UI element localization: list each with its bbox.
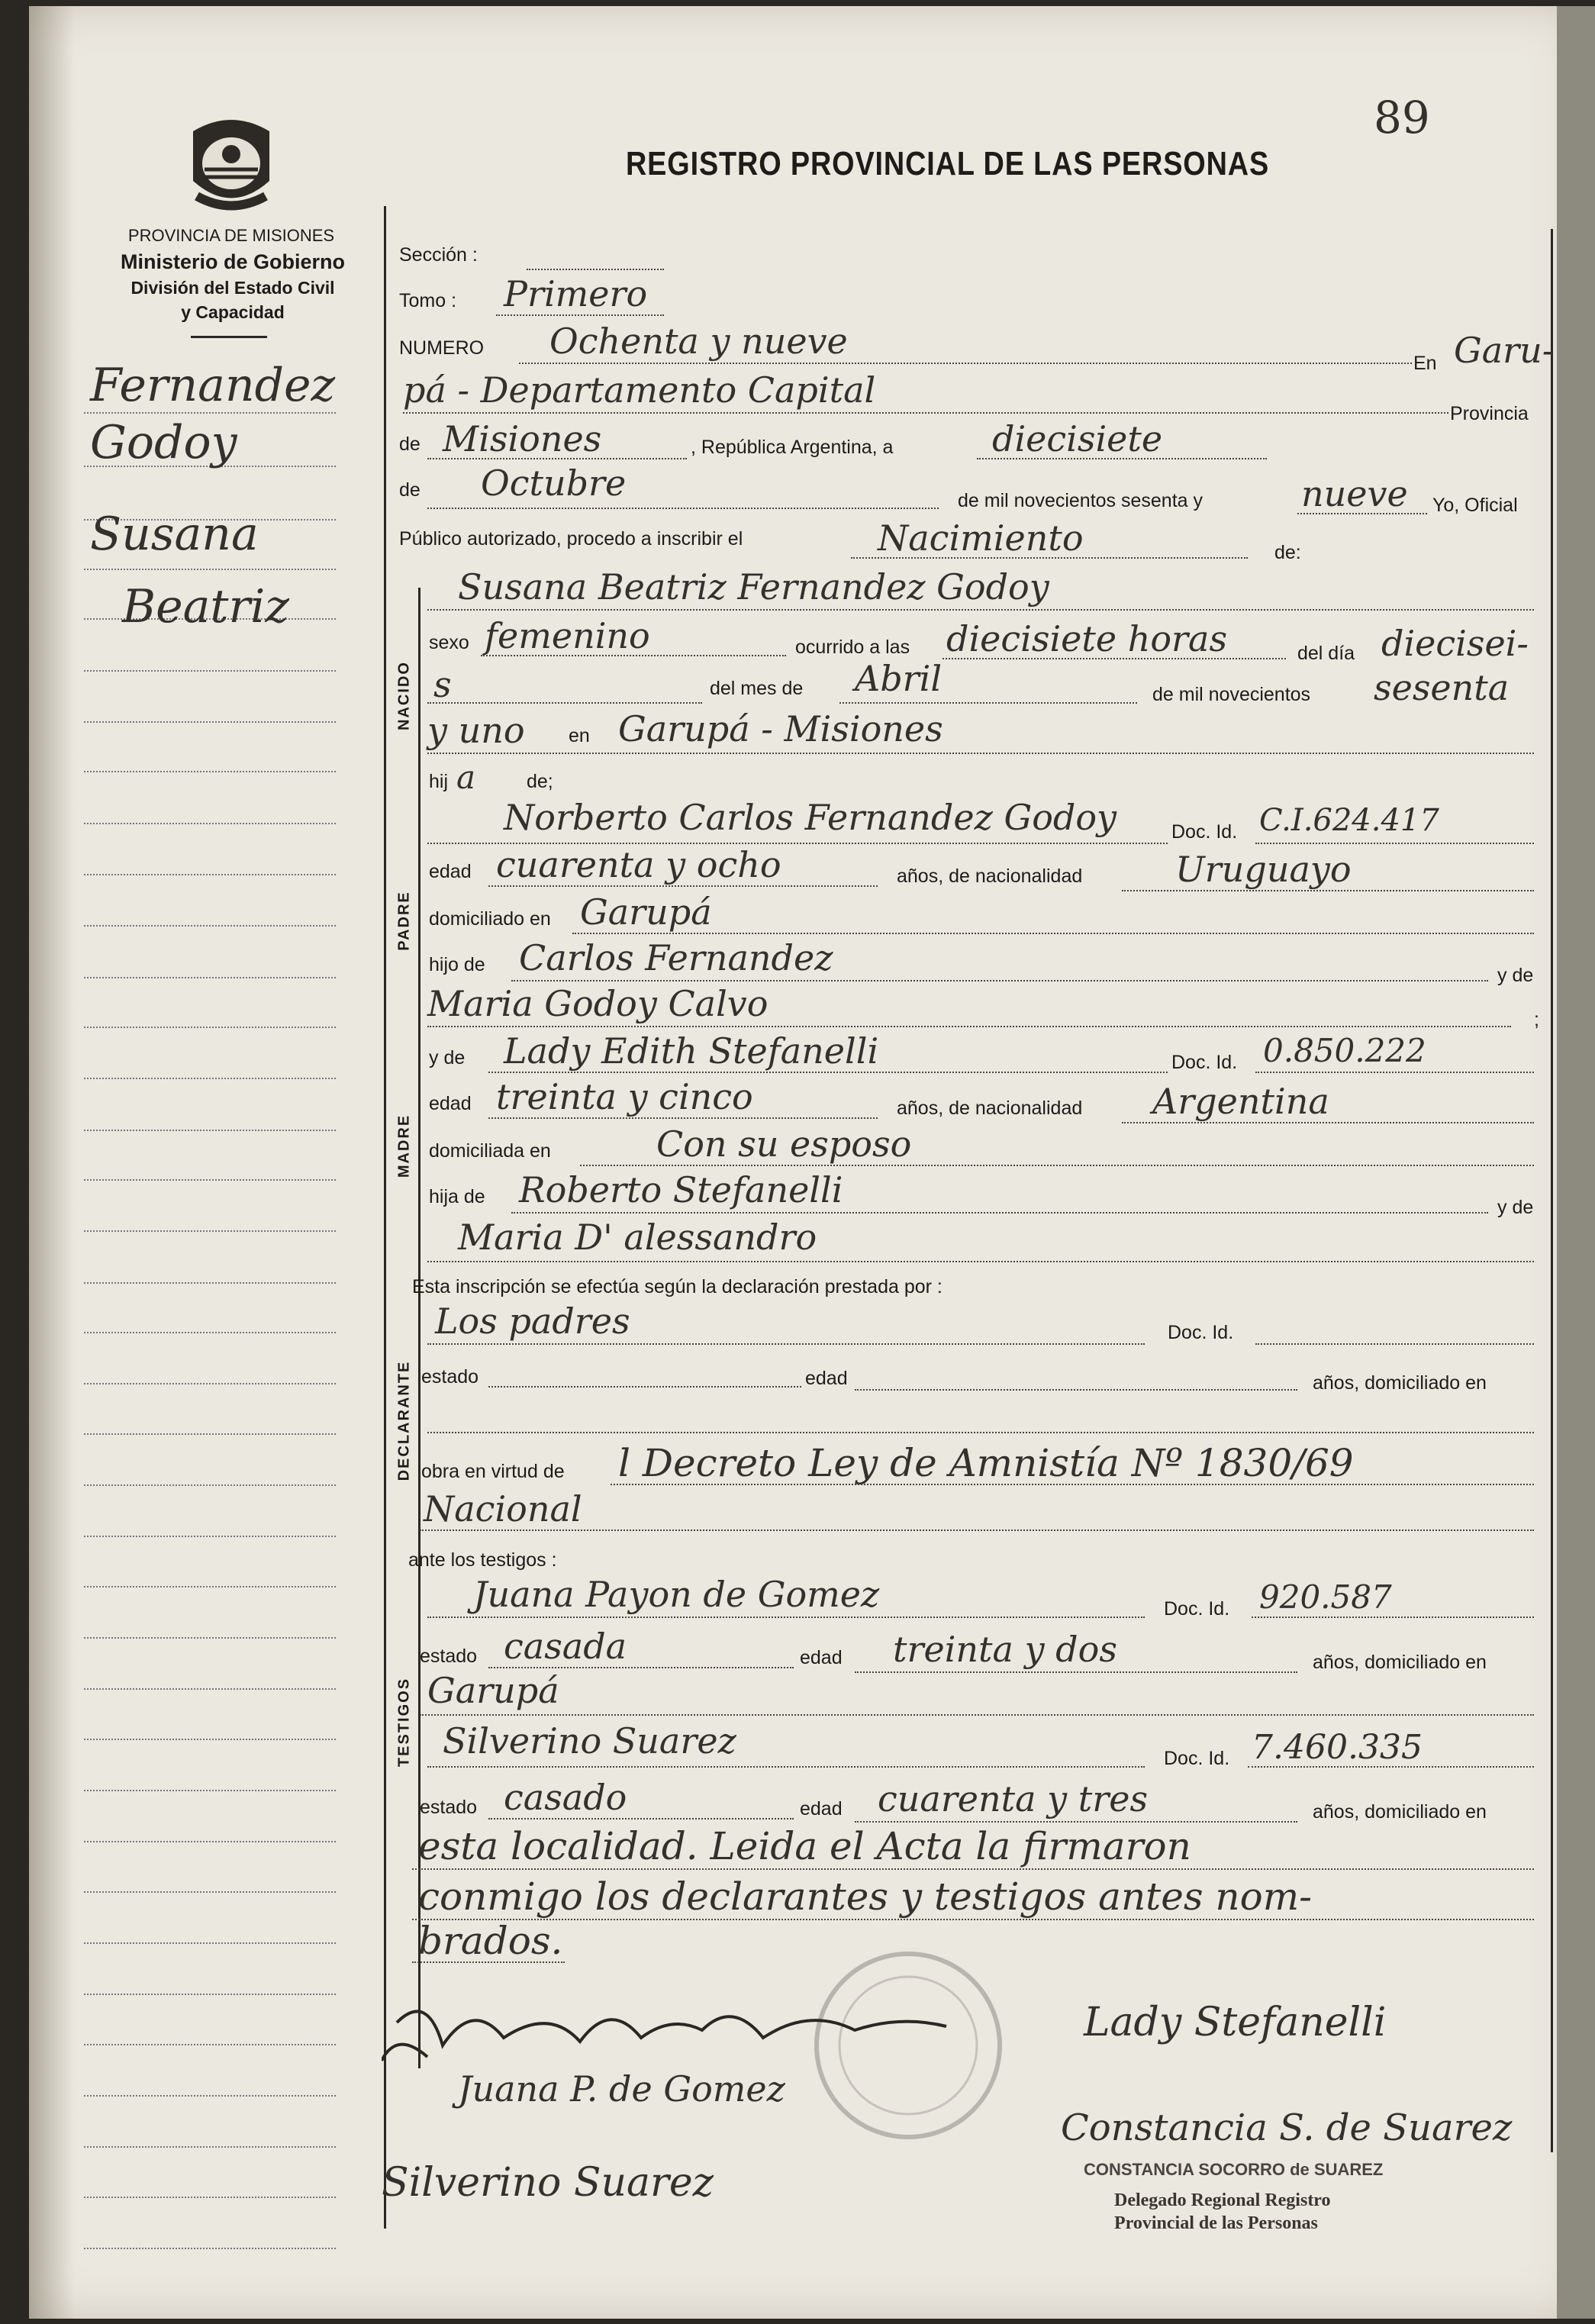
label-testigos: ante los testigos : [408, 1549, 557, 1571]
madre-dom-line [580, 1165, 1534, 1166]
value-provincia: Misiones [443, 418, 602, 459]
value-lugar-nacimiento: Garupá - Misiones [618, 708, 943, 749]
label-del-mes: del mes de [710, 678, 804, 699]
value-obra: l Decreto Ley de Amnistía Nº 1830/69 [618, 1441, 1354, 1485]
label-madre-doc: Doc. Id. [1171, 1052, 1238, 1073]
signature-mother: Lady Stefanelli [1084, 2000, 1387, 2045]
testigo2-line [427, 1766, 1145, 1768]
label-en: En [1413, 353, 1437, 374]
testigo2-estado-line [488, 1818, 794, 1820]
closing-line-2: conmigo los declarantes y testigos antes nom- [418, 1874, 1312, 1919]
label-en-lugar: en [569, 725, 590, 746]
closing-line-3: brados. [418, 1919, 563, 1963]
value-padre-nacionalidad: Uruguayo [1175, 849, 1352, 890]
form-left-rule [384, 206, 386, 2229]
value-madre-nacionalidad: Argentina [1152, 1081, 1329, 1122]
value-madre-domicilio: Con su esposo [656, 1123, 912, 1165]
dia-nac-line [427, 702, 702, 704]
padre-dom-line [572, 933, 1534, 934]
label-ocurrido: ocurrido a las [795, 637, 910, 658]
label-padre-hijo-de: hijo de [429, 954, 485, 975]
label-de-prov: de [399, 434, 420, 455]
testigo1-estado-line [488, 1667, 794, 1668]
declarante-estado-line [488, 1386, 801, 1388]
stamp-line-2: Delegado Regional Registro [1114, 2190, 1331, 2210]
padre-doc-line [1255, 843, 1534, 844]
label-testigo1-domicilio: años, domiciliado en [1313, 1652, 1487, 1673]
value-testigo2-edad: cuarenta y tres [878, 1778, 1149, 1820]
label-declarante-estado: estado [421, 1366, 479, 1388]
label-publico: Público autorizado, procedo a inscribir el [399, 528, 743, 550]
prov-line [427, 458, 687, 459]
testigo1-line [427, 1616, 1145, 1618]
dia-insc-line [977, 458, 1267, 459]
side-label-madre: MADRE [395, 1114, 413, 1178]
testigo1-doc-line [1252, 1616, 1534, 1618]
label-padre-edad: edad [429, 861, 472, 882]
tomo-line [496, 314, 664, 316]
value-testigo1-edad: treinta y dos [893, 1629, 1117, 1670]
nombre-line [427, 609, 1534, 611]
form-right-rule [1551, 229, 1553, 2152]
declarante-edad-line [855, 1389, 1297, 1391]
padre-nac-line [1122, 890, 1534, 891]
lugar-line [403, 412, 1448, 414]
label-declarante-domicilio: años, domiciliado en [1313, 1372, 1487, 1394]
padre-hijo-line [511, 980, 1488, 981]
value-acto: Nacimiento [878, 517, 1084, 559]
org-capacity: y Capacidad [181, 302, 285, 322]
value-madre-nombre: Lady Edith Stefanelli [504, 1030, 879, 1072]
label-madre-hija-de: hija de [429, 1186, 485, 1207]
closing-line-1: esta localidad. Leida el Acta la firmaron [418, 1824, 1191, 1868]
label-madre-nac: años, de nacionalidad [897, 1098, 1083, 1119]
padre-edad-line [488, 885, 878, 887]
padre-yde-line [427, 1026, 1511, 1027]
label-testigo1-edad: edad [800, 1647, 843, 1668]
numero-line [519, 363, 1412, 364]
value-testigo2: Silverino Suarez [443, 1720, 736, 1762]
obra2-line [420, 1529, 1534, 1531]
label-de-mil: de mil novecientos sesenta y [958, 490, 1204, 511]
declarante-doc-line [1255, 1343, 1534, 1345]
side-label-padre: PADRE [395, 891, 413, 951]
label-testigo2-doc: Doc. Id. [1164, 1748, 1230, 1769]
closing-line-1-rule [412, 1868, 1534, 1870]
value-lugar: pá - Departamento Capital [403, 369, 876, 411]
label-testigo1-doc: Doc. Id. [1164, 1598, 1230, 1620]
value-mes-inscripcion: Octubre [481, 463, 627, 504]
value-madre-y-de: Maria D' alessandro [458, 1217, 817, 1258]
value-tomo: Primero [504, 273, 648, 314]
value-madre-hija-de: Roberto Stefanelli [519, 1169, 843, 1210]
side-label-declarante: DECLARANTE [395, 1360, 413, 1481]
horas-line [942, 658, 1286, 659]
label-de-mes: de [399, 479, 420, 501]
stamp-line-3: Provincial de las Personas [1114, 2213, 1318, 2233]
anio-insc-line [1297, 513, 1427, 514]
margin-name-1: Susana [90, 508, 259, 561]
value-padre-domicilio: Garupá [580, 891, 712, 933]
madre-yde-line [427, 1261, 1534, 1262]
signature-witness-2: Silverino Suarez [382, 2160, 714, 2206]
label-provincia: Provincia [1450, 403, 1529, 424]
label-testigo2-estado: estado [420, 1797, 478, 1818]
value-testigo1-domicilio: Garupá [427, 1670, 559, 1711]
value-anio-nacimiento: sesenta [1374, 667, 1510, 708]
declarante-line [427, 1343, 1145, 1345]
value-anio-nacimiento-2: y uno [427, 710, 525, 751]
value-hij-suffix: a [456, 759, 476, 796]
madre-hija-line [511, 1212, 1488, 1214]
obra-line [611, 1484, 1534, 1485]
label-de-mil-nov: de mil novecientos [1152, 684, 1311, 705]
label-tomo: Tomo : [399, 290, 457, 311]
label-yo-oficial: Yo, Oficial [1432, 495, 1518, 516]
value-dia-inscripcion: diecisiete [992, 418, 1163, 459]
label-declarante-edad: edad [805, 1368, 848, 1389]
madre-nac-line [1122, 1122, 1534, 1123]
value-obra-2: Nacional [424, 1488, 582, 1529]
margin-name-2: Beatriz [122, 580, 289, 633]
label-testigo2-domicilio: años, domiciliado en [1313, 1801, 1487, 1823]
label-madre-edad: edad [429, 1093, 472, 1114]
value-padre-doc: C.I.624.417 [1259, 803, 1439, 838]
value-testigo1-doc: 920.587 [1259, 1578, 1392, 1616]
value-sexo: femenino [485, 615, 650, 656]
label-sexo: sexo [429, 632, 469, 653]
book-edge [1557, 6, 1595, 2319]
lugar-nac-line [427, 753, 1534, 754]
label-padre-nac: años, de nacionalidad [897, 865, 1083, 887]
testigo1-dom-line [420, 1714, 1534, 1716]
signature-father-icon [382, 1984, 962, 2076]
mes-insc-line [427, 508, 939, 509]
org-divider [191, 336, 267, 338]
label-hij: hij [429, 771, 449, 792]
label-declarante-doc: Doc. Id. [1168, 1322, 1234, 1343]
value-padre-edad: cuarenta y ocho [496, 844, 781, 885]
label-madre-domicilio: domiciliada en [429, 1140, 551, 1162]
side-label-testigos: TESTIGOS [395, 1677, 413, 1768]
label-republica: , República Argentina, a [691, 437, 894, 458]
value-dia-nacimiento-2: s [433, 664, 452, 705]
value-declarante: Los padres [435, 1301, 630, 1342]
acto-line [851, 557, 1248, 559]
label-testigo2-edad: edad [800, 1798, 843, 1820]
madre-edad-line [488, 1117, 878, 1119]
declarante-dom-line [427, 1432, 1534, 1433]
mes-nac-line [839, 702, 1137, 704]
org-ministry: Ministerio de Gobierno [120, 250, 346, 273]
label-del-dia: del día [1297, 643, 1355, 664]
sexo-line [481, 655, 786, 656]
label-obra: obra en virtud de [421, 1461, 565, 1482]
value-testigo2-doc: 7.460.335 [1252, 1728, 1423, 1767]
signature-witness-1: Juana P. de Gomez [458, 2068, 785, 2110]
signature-officer: Constancia S. de Suarez [1061, 2106, 1513, 2149]
value-nombre: Susana Beatriz Fernandez Godoy [458, 566, 1049, 608]
value-padre-hijo-de: Carlos Fernandez [519, 937, 833, 978]
value-en: Garu- [1454, 330, 1555, 371]
madre-doc-line [1255, 1072, 1534, 1073]
value-madre-edad: treinta y cinco [496, 1076, 753, 1117]
label-declaracion: Esta inscripción se efectúa según la declaración prestada por : [412, 1276, 942, 1297]
value-padre-y-de: Maria Godoy Calvo [427, 983, 768, 1024]
margin-surname-2: Godoy [90, 416, 237, 469]
page-title: REGISTRO PROVINCIAL DE LAS PERSONAS [626, 145, 1270, 182]
value-numero: Ochenta y nueve [549, 321, 848, 362]
margin-surname-1: Fernandez [90, 359, 336, 412]
side-label-nacido: NACIDO [395, 661, 413, 730]
org-province: PROVINCIA DE MISIONES [127, 226, 335, 245]
label-de-semicolon: de; [527, 771, 553, 792]
label-madre-y-de-2: y de [1497, 1197, 1534, 1218]
testigo2-edad-line [855, 1821, 1297, 1823]
madre-nombre-line [488, 1072, 1168, 1073]
value-testigo1-estado: casada [504, 1626, 627, 1667]
closing-line-2-rule [412, 1919, 1534, 1920]
label-testigo1-estado: estado [420, 1645, 478, 1667]
province-seal-icon [182, 108, 281, 215]
closing-line-3-rule [412, 1961, 565, 1963]
testigo1-edad-line [855, 1671, 1297, 1673]
page-number: 89 [1374, 92, 1430, 143]
label-numero: NUMERO [399, 337, 485, 359]
value-horas: diecisiete horas [946, 618, 1228, 659]
label-padre-domicilio: domiciliado en [429, 908, 551, 930]
label-madre-y-de: y de [429, 1047, 466, 1069]
org-division: División del Estado Civil [130, 278, 335, 298]
value-anio-inscripcion: nueve [1301, 473, 1408, 514]
value-testigo1: Juana Payon de Gomez [473, 1574, 880, 1615]
label-padre-doc: Doc. Id. [1171, 821, 1238, 843]
label-semicolon: ; [1534, 1009, 1539, 1030]
value-dia-nacimiento: diecisei- [1381, 623, 1529, 664]
stamp-line-1: CONSTANCIA SOCORRO de SUAREZ [1084, 2160, 1384, 2179]
value-padre-nombre: Norberto Carlos Fernandez Godoy [504, 797, 1117, 838]
label-padre-y-de: y de [1497, 965, 1534, 986]
testigo2-doc-line [1248, 1766, 1534, 1768]
value-mes-nacimiento: Abril [855, 658, 942, 699]
seccion-line [527, 269, 664, 270]
value-testigo2-estado: casado [504, 1777, 627, 1818]
label-seccion: Sección : [399, 244, 478, 266]
value-madre-doc: 0.850.222 [1263, 1032, 1426, 1069]
label-de-colon: de: [1274, 542, 1301, 563]
book-spine [29, 6, 75, 2319]
